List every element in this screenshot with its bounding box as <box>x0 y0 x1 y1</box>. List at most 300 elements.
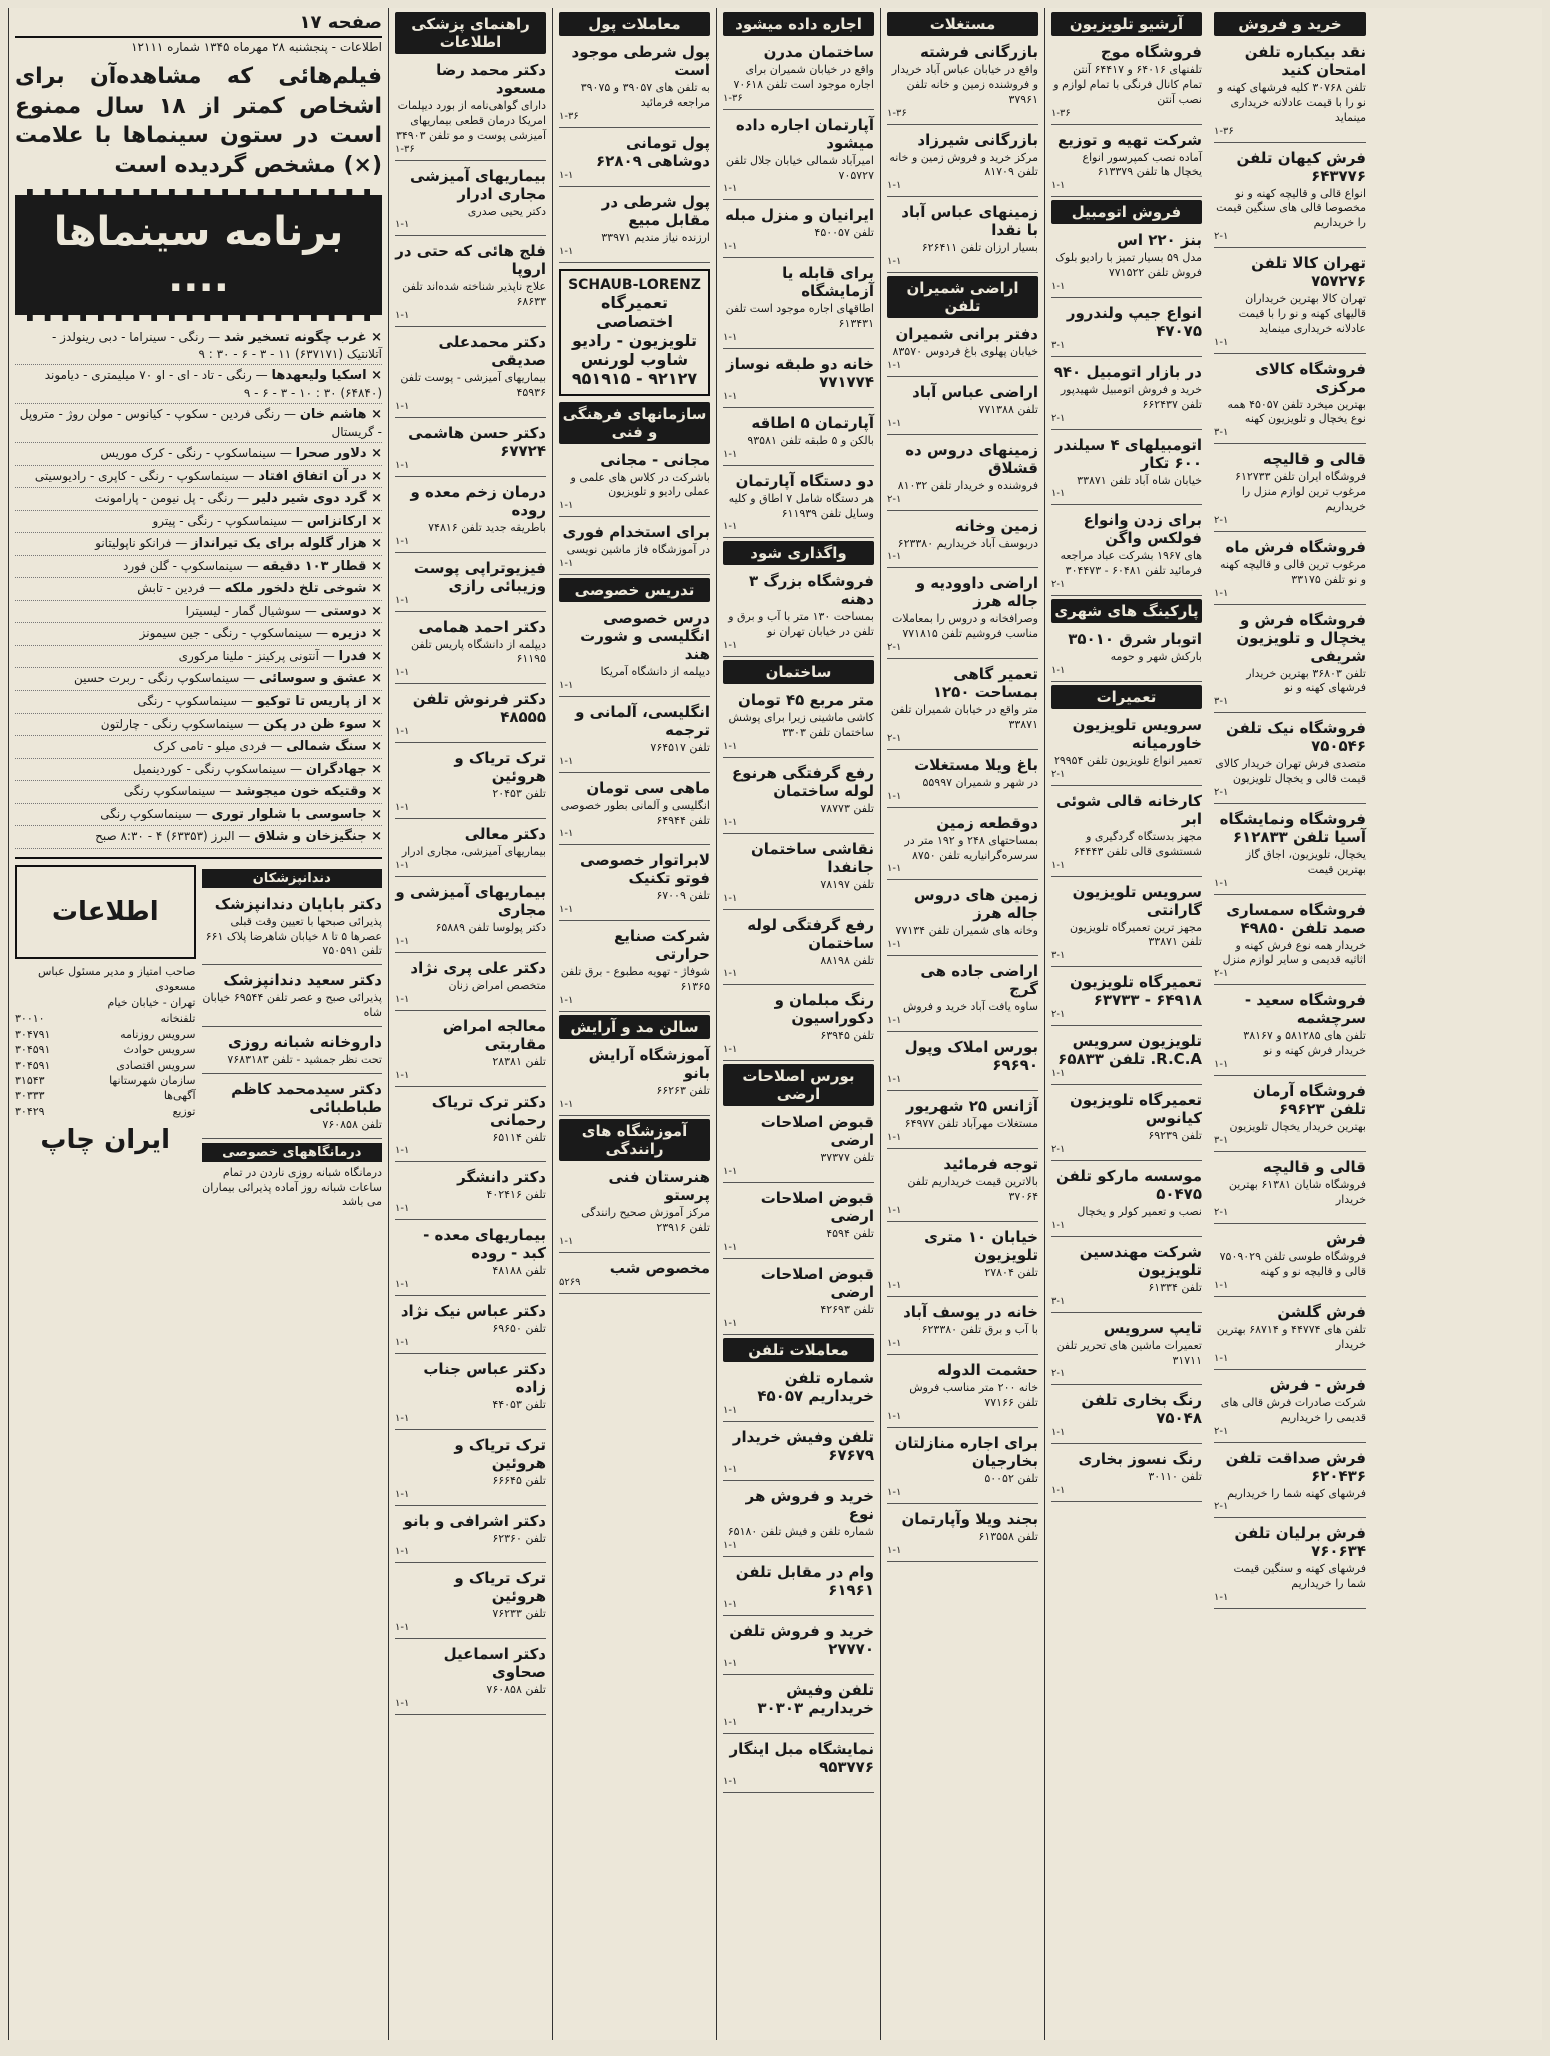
film-detail: — رنگی - سینراما - دبی رینولدز - آتلانتیک (۶۳۷۱۷۱) ۱۱ - ۳ - ۶ - ۳۰ : ۹ <box>51 329 382 362</box>
phone-label: سرویس حوادث <box>123 1043 196 1057</box>
classified-ad <box>1051 1447 1202 1502</box>
ad-phone: ۹۲۱۲۷ - ۹۵۱۹۱۵ <box>571 368 698 388</box>
classified-ad <box>1214 716 1366 804</box>
classified-ad <box>1214 251 1366 354</box>
ad-title: قالی و قالیچه <box>1262 450 1366 469</box>
cinema-banner: برنامه سینماها .... <box>15 189 382 321</box>
ad-code: ۱-۱ <box>723 331 738 343</box>
ad-code: ۱-۱ <box>887 1486 902 1498</box>
ad-body: در شهر و شمیران ۵۵۹۹۷ <box>922 775 1038 789</box>
ad-body: تلفن ۳۰۱۱۰ <box>1148 1470 1202 1484</box>
classified-ad <box>723 1186 874 1259</box>
ad-title: بازرگانی شیرزاد <box>917 130 1038 149</box>
ad-code: ۱-۱ <box>559 904 574 916</box>
classified-ad <box>887 1035 1038 1091</box>
dentist-body: تحت نظر جمشید - تلفن ۷۶۸۳۱۸۳ <box>227 1053 382 1067</box>
ad-body: تلفن ۷۶۴۵۱۷ <box>650 740 710 754</box>
ad-code: ۱-۱ <box>887 1338 902 1350</box>
ad-title: تایپ سرویس <box>1103 1318 1202 1337</box>
ad-code: ۱-۱ <box>1051 1219 1066 1231</box>
classified-ad <box>559 1043 710 1116</box>
page-header <box>15 12 382 38</box>
column-banner: مستغلات <box>887 12 1038 36</box>
ad-code: ۱-۱ <box>887 1015 902 1027</box>
ad-title: بیماریهای معده - کبد - روده <box>423 1226 546 1263</box>
ad-code: ۱-۱ <box>887 1544 902 1556</box>
ad-body: دکتر یحیی صدری <box>467 204 546 218</box>
ad-title: ماهی سی تومان <box>586 778 710 797</box>
ad-title: پول تومانی دوشاهی ۶۲۸۰۹ <box>596 133 710 170</box>
ad-title: نمایشگاه مبل اینگار ۹۵۳۷۷۶ <box>729 1739 874 1776</box>
ad-body: فرشهای کهنه شما را خریداریم <box>1227 1486 1366 1500</box>
ad-body: ارزنده نیاز مندیم ۳۳۹۷۱ <box>601 230 710 244</box>
film-detail: — سینماسکوپ - رنگی - پیترو <box>152 513 307 528</box>
ad-title: اراضی جاده هی گرج <box>920 962 1038 999</box>
classified-ad <box>887 1431 1038 1504</box>
ad-code: ۱-۳۶ <box>1051 107 1071 119</box>
ad-code: ۲-۱ <box>1051 579 1066 591</box>
section-banner: تدریس خصوصی <box>559 578 710 602</box>
ad-title: فروشگاه فرش و یخچال و تلویزیون شریفی <box>1236 610 1366 665</box>
ad-code: ۱-۱ <box>395 400 410 412</box>
ad-title: دکتر محمدعلی صدیقی <box>438 333 546 370</box>
phone-label: توزیع <box>172 1104 196 1118</box>
ad-title: زمین های دروس جاله هرز <box>913 886 1038 923</box>
ad-body: شرکت صادرات فرش قالی های قدیمی را خریداریم <box>1220 1395 1366 1424</box>
ad-title: دکتر عباس نیک نژاد <box>400 1302 546 1321</box>
ad-code: ۱-۱ <box>1051 488 1066 500</box>
column-banner: راهنمای پزشکی اطلاعات <box>395 12 546 54</box>
dentist-body: پذیرائی صبحها با تعیین وقت قبلی عصرها ۵ تا ۸ خیابان شاهرضا پلاک ۶۶۱ تلفن ۷۵۰۵۹۱ <box>205 914 382 958</box>
classified-ad <box>395 746 546 819</box>
ad-body: تلفن ۴۵۹۴ <box>826 1227 874 1241</box>
ad-title: دکتر فرنوش تلفن ۴۸۵۵۵ <box>412 690 546 727</box>
ad-title: فروشگاه ونمایشگاه آسیا تلفن ۶۱۲۸۳۳ <box>1219 809 1366 846</box>
column-banner: معاملات پول <box>559 12 710 36</box>
phone-list <box>15 1011 196 1119</box>
classified-ad <box>723 1366 874 1422</box>
ad-body: تلفن ۲۷۸۰۴ <box>984 1265 1038 1279</box>
ad-code: ۱-۱ <box>395 459 410 471</box>
classified-ad <box>1214 535 1366 605</box>
ad-code: ۱-۱ <box>723 1716 738 1728</box>
ad-title: وام در مقابل تلفن ۶۱۹۶۱ <box>735 1562 874 1599</box>
film-item <box>15 691 382 714</box>
ad-code: ۱-۳۶ <box>559 110 579 122</box>
classified-column-6 <box>388 8 552 2040</box>
ad-title: ایرانیان و منزل مبله <box>725 206 874 225</box>
classified-ad <box>1051 433 1202 506</box>
ad-code: ۱-۱ <box>723 740 738 752</box>
ad-code: ۳-۱ <box>1051 1295 1066 1307</box>
ad-title: فیزیوتراپی پوست وزیبائی رازی <box>413 558 546 595</box>
ad-code: ۱-۱ <box>723 640 738 652</box>
ad-body: شماره تلفن و فیش تلفن ۶۵۱۸۰ <box>727 1524 874 1538</box>
classified-column-4 <box>716 8 880 2040</box>
ad-body: انگلیسی و آلمانی بطور خصوصی تلفن ۶۴۹۴۴ <box>560 798 710 827</box>
ad-title: درس خصوصی انگلیسی و شورت هند <box>580 609 710 664</box>
ad-title: پول شرطی موجود است <box>571 43 710 79</box>
editor-note: صاحب امتیاز و مدیر مسئول عباس مسعودی <box>38 964 196 993</box>
film-detail: — سینماسکوپ رنگی <box>100 806 212 821</box>
ad-code: ۳-۱ <box>1214 1134 1229 1146</box>
classified-ad <box>1214 146 1366 249</box>
ad-code: ۱-۱ <box>1051 1068 1066 1080</box>
ad-body: تلفن ۴۰۲۴۱۶ <box>486 1188 546 1202</box>
ad-title: باغ ویلا مستغلات <box>914 755 1038 774</box>
ad-code: ۱-۱ <box>1051 859 1066 871</box>
ad-body: تلفن ۶۶۶۴۵ <box>492 1473 546 1487</box>
classified-ad <box>1214 1300 1366 1370</box>
ad-code: ۲-۱ <box>1051 1009 1066 1021</box>
masthead-section <box>15 865 196 1210</box>
ad-code: ۱-۱ <box>887 1204 902 1216</box>
ad-title: فروشگاه موج <box>1100 43 1202 61</box>
classified-ad <box>395 421 546 477</box>
film-item <box>15 327 382 366</box>
ad-title: دکتر عباس جناب زاده <box>423 1359 546 1396</box>
ad-body: تلفن ۶۱۳۵۵۸ <box>978 1529 1038 1543</box>
ad-title: تعمیر گاهی بمساحت ۱۲۵۰ <box>932 665 1038 702</box>
ad-body: نصب و تعمیر کولر و یخچال <box>1077 1205 1202 1219</box>
ad-body: خیابان شاه آباد تلفن ۳۳۸۷۱ <box>1077 473 1202 487</box>
classified-ad <box>395 1014 546 1087</box>
classified-ad <box>723 988 874 1061</box>
dentists-banner: دندانپزشکان <box>202 869 383 888</box>
classified-ad <box>559 520 710 575</box>
ad-title: قبوض اصلاحات ارضی <box>760 1113 874 1150</box>
ad-code: ۲-۱ <box>1214 1207 1229 1219</box>
phone-row <box>15 1042 196 1057</box>
section-banner: اراضی شمیران تلفن <box>887 276 1038 318</box>
dentist-ad <box>202 1030 383 1074</box>
classified-ad <box>559 848 710 921</box>
ad-title: دکتر معالی <box>464 825 546 844</box>
ad-body: تلفن ۷۸۱۹۷ <box>820 877 874 891</box>
ad-code: ۱-۱ <box>887 1131 902 1143</box>
masthead-logo: اطلاعات <box>15 865 196 959</box>
ad-code: ۲-۱ <box>1214 1425 1229 1437</box>
ad-title: فرش - فرش <box>1269 1375 1366 1394</box>
ad-code: ۱-۱ <box>559 755 574 767</box>
ad-title: نقد بیکباره تلفن امتحان کنید <box>1244 43 1366 79</box>
ad-title: فروشگاه سعید - سرچشمه <box>1244 991 1366 1028</box>
ad-title: خرید و فروش تلفن ۲۷۷۷۰ <box>729 1621 874 1658</box>
film-item <box>15 623 382 646</box>
classified-ad <box>1051 713 1202 786</box>
film-title: × دلاور صحرا <box>295 445 382 461</box>
phone-label: سازمان شهرستانها <box>109 1073 196 1087</box>
ad-title: برای اجاره منازلتان بخارجیان <box>894 1433 1038 1470</box>
classified-ad <box>723 1678 874 1734</box>
ad-code: ۱-۱ <box>887 1410 902 1422</box>
ad-title: آموزشگاه آرایش بانو <box>588 1045 710 1082</box>
ad-code: ۲-۱ <box>1051 412 1066 424</box>
classified-ad <box>559 190 710 263</box>
ad-body: تلفن ۳۷۳۷۷ <box>820 1151 874 1165</box>
classified-ad <box>1214 40 1366 143</box>
classified-ad <box>723 411 874 466</box>
classified-ad <box>1051 128 1202 198</box>
classified-ad <box>1051 1240 1202 1313</box>
ad-body: تلفن ۶۶۲۶۳ <box>656 1083 710 1097</box>
ad-title: اراضی داوودیه و جاله هرز <box>915 574 1038 611</box>
ad-body: بالکن و ۵ طبقه تلفن ۹۳۵۸۱ <box>747 433 874 447</box>
ad-title: خانه در یوسف آباد <box>903 1303 1038 1322</box>
classified-ad <box>1214 807 1366 895</box>
film-item <box>15 781 382 804</box>
classified-ad <box>559 924 710 1012</box>
classified-ad <box>1214 1521 1366 1609</box>
ad-code: ۱-۱ <box>723 892 738 904</box>
ad-code: ۱-۱ <box>1214 1352 1229 1364</box>
film-detail: — سینماسکوپ - گلن فورد <box>123 558 263 573</box>
ad-body: مجهز ترین تعمیرگاه تلویزیون تلفن ۳۳۸۷۱ <box>1070 920 1202 949</box>
ad-title: فروشگاه سمسارى صمد تلفن ۴۹۸۵۰ <box>1226 900 1366 937</box>
ad-body: خانه ۲۰۰ متر مناسب فروش تلفن ۷۷۱۶۶ <box>909 1381 1038 1410</box>
ad-body: تلفن ۶۷۰۰۹ <box>656 889 710 903</box>
ad-code: ۱-۱ <box>559 1098 574 1110</box>
film-item <box>15 601 382 624</box>
classified-ad <box>887 571 1038 659</box>
ad-body: تلفن ۶۹۶۵۰ <box>492 1322 546 1336</box>
ad-code: ۱-۱ <box>887 551 902 563</box>
film-title: × قطار ۱۰۳ دقیقه <box>262 558 382 574</box>
ad-title: انگلیسی، آلمانی و ترجمه <box>575 702 710 739</box>
ad-body: تلفن ۶۹۲۳۹ <box>1148 1129 1202 1143</box>
ad-code: ۱-۱ <box>395 993 410 1005</box>
ad-code: ۱-۱ <box>1051 1427 1066 1439</box>
dentist-name: دکتر بابایان دندانپزشک <box>214 894 382 913</box>
ad-title: ساختمان مدرن <box>763 43 874 61</box>
classified-ad <box>887 959 1038 1032</box>
ad-code: ۱-۱ <box>395 859 410 871</box>
ad-title: در بازار اتومبیل ۹۴۰ <box>1053 362 1202 381</box>
classified-ad <box>723 913 874 986</box>
ad-body: آماده نصب کمپرسور انواع یخچال ها تلفن ۶۱۳۳۷۹ <box>1082 150 1202 179</box>
film-item <box>15 466 382 489</box>
ad-body: بارکش شهر و حومه <box>1110 650 1202 664</box>
classified-ad <box>887 322 1038 377</box>
ad-body: امیرآباد شمالی خیابان جلال تلفن ۷۰۵۷۲۷ <box>725 153 874 182</box>
classified-ad <box>559 1165 710 1253</box>
ad-code: ۱-۱ <box>395 310 410 322</box>
ad-title: فروشگاه بزرگ ۳ دهنه <box>749 572 874 609</box>
film-item <box>15 759 382 782</box>
classified-ad <box>395 1433 546 1506</box>
ad-code: ۱-۱ <box>723 1775 738 1787</box>
ad-title: دکتر اشرافی و بانو <box>403 1511 546 1530</box>
film-item <box>15 511 382 534</box>
classified-ad <box>887 200 1038 273</box>
ad-title: خانه دو طبقه نوساز ۷۷۱۷۷۴ <box>725 354 874 391</box>
classified-ad <box>723 261 874 349</box>
classified-ad <box>395 480 546 553</box>
classified-column-1 <box>1208 8 1372 2040</box>
ad-code: ۱-۱ <box>723 448 738 460</box>
ad-body: دربوسف آباد خریداریم ۶۲۳۳۸۰ <box>897 536 1038 550</box>
section-banner: واگذاری شود <box>723 541 874 565</box>
ad-title: شرکت مهندسین تلویزیون <box>1079 1242 1202 1279</box>
classified-ad <box>1214 1446 1366 1519</box>
dentist-ad <box>202 1077 383 1139</box>
classified-ad <box>887 811 1038 881</box>
classified-ad <box>559 131 710 187</box>
ad-body: کاشی ماشینی زیرا برای پوشش ساختمان تلفن ۳۳۰۳ <box>728 711 874 739</box>
ad-body: تلفن های ۴۴۷۷۴ و ۶۸۷۱۴ بهترین خریدار <box>1216 1323 1366 1351</box>
section-banner: معاملات تلفن <box>723 1338 874 1362</box>
ad-code: ۱-۱ <box>1214 1280 1229 1292</box>
film-item <box>15 533 382 556</box>
ad-code: ۱-۱ <box>559 169 574 181</box>
ad-code: ۱-۱ <box>723 390 738 402</box>
dentist-body: تلفن ۷۶۰۸۵۸ <box>322 1117 382 1131</box>
ad-body: مجهز بدستگاه گردگیری و شستشوی قالی تلفن ۶۴۴۴۳ <box>1073 829 1202 858</box>
age-warning: فیلم‌هائی که مشاهده‌آن برای اشخاص کمتر از ۱۸ سال ممنوع است در ستون سینماها با علامت (×) مشخص گردیده است <box>15 64 382 179</box>
ad-title: شرکت صنایع حرارتی <box>613 927 710 964</box>
ad-code: ۱-۱ <box>1214 877 1229 889</box>
classified-ad <box>723 1110 874 1183</box>
ad-code: ۱-۱ <box>887 790 902 802</box>
ad-code: ۲-۱ <box>1051 1368 1066 1380</box>
film-item <box>15 668 382 691</box>
ad-code: ۱-۱ <box>559 828 574 840</box>
ad-title: دکتر حسن هاشمی ۶۷۷۲۴ <box>408 423 546 460</box>
classified-ad <box>559 776 710 846</box>
ad-code: ۱-۱ <box>723 1241 738 1253</box>
ad-body: مرکز خرید و فروش زمین و خانه تلفن ۸۱۷۰۹ <box>889 150 1038 179</box>
classified-ad <box>723 1560 874 1616</box>
classified-ad <box>395 1357 546 1430</box>
ad-code: ۲-۱ <box>1214 968 1229 980</box>
ad-body: بیماریهای آمیزشی، مجاری ادرار <box>401 845 546 859</box>
ad-body: علاج ناپذیر شناخته شده‌اند تلفن ۶۸۶۳۳ <box>402 280 546 309</box>
ad-body: فرشهای کهنه و سنگین قیمت شما را خریداریم <box>1233 1562 1366 1591</box>
ad-title: توجه فرمائید <box>943 1154 1038 1173</box>
dateline: اطلاعات - پنجشنبه ۲۸ مهرماه ۱۳۴۵ شماره ۱۲۱۱۱ <box>131 40 382 54</box>
ad-title: زمینهای دروس ده قشلاق <box>905 440 1038 477</box>
ad-body: تلفن ۵۰۰۵۲ <box>984 1471 1038 1485</box>
ad-title: آژانس ۲۵ شهریور <box>905 1097 1038 1116</box>
ad-title: شماره تلفن خریداریم ۴۵۰۵۷ <box>757 1368 874 1405</box>
classified-ad <box>1051 627 1202 682</box>
classified-ad <box>723 1619 874 1675</box>
ad-body: تلفن ۲۰۴۵۳ <box>492 787 546 801</box>
ad-code: ۱-۱ <box>723 1166 738 1178</box>
classified-ad <box>559 448 710 518</box>
film-detail: — البرز (۶۳۳۵۳) ۴ - ۸:۳۰ صبح <box>95 829 255 844</box>
ad-code: ۱-۱ <box>395 726 410 738</box>
film-title: × هزار گلوله برای یک تیرانداز <box>191 536 382 552</box>
ad-code: ۱-۱ <box>1214 587 1229 599</box>
classified-ad <box>395 58 546 161</box>
phone-row <box>15 1027 196 1042</box>
film-title: × فدرا <box>338 648 382 664</box>
phone-number: ۳۰۴۵۹۱ <box>15 1043 51 1057</box>
column-banner: آرشیو تلویزیون <box>1051 12 1202 36</box>
ad-code: ۱-۱ <box>395 1622 410 1634</box>
ad-code: ۱-۱ <box>395 535 410 547</box>
ad-code: ۱-۱ <box>723 1598 738 1610</box>
ad-title: خرید و فروش هر نوع <box>745 1486 874 1523</box>
ad-title: دکتر احمد همامی <box>418 617 546 636</box>
film-item <box>15 826 382 849</box>
classified-ad <box>723 1484 874 1557</box>
classified-ad <box>723 469 874 539</box>
ad-body: تعمیرگاه اختصاصی تلویزیون - رادیو شاوب لورنس <box>572 292 697 369</box>
ad-code: ۱-۱ <box>887 1074 902 1086</box>
ad-code: ۳-۱ <box>1214 427 1229 439</box>
classified-ad <box>887 1225 1038 1298</box>
phone-row <box>15 1104 196 1119</box>
ad-title: لابراتوار خصوصی فوتو تکنیک <box>580 851 710 888</box>
classified-ad <box>1051 880 1202 968</box>
ad-body: وخانه های شمیران تلفن ۷۷۱۳۴ <box>895 924 1038 938</box>
ad-title: تهران کالا تلفن ۷۵۷۲۷۶ <box>1251 254 1366 291</box>
ad-title: نقاشی ساختمان جانفدا <box>750 839 874 876</box>
ad-body: تلفن ۶۲۳۶۰ <box>492 1531 546 1545</box>
ad-code: ۲-۱ <box>887 642 902 654</box>
ad-title: اراضی عباس آباد <box>912 382 1038 401</box>
ad-title: رفع گرفتگی هرنوع لوله ساختمان <box>731 763 874 800</box>
ad-body: خریدار همه نوع فرش کهنه و اثاثیه قدیمی و سایر لوازم منزل <box>1222 938 1366 967</box>
ad-code: ۱-۱ <box>887 256 902 268</box>
ad-title: قالی و قالیچه <box>1262 1157 1366 1176</box>
phone-row <box>15 1011 196 1026</box>
ad-code: ۱-۱ <box>723 816 738 828</box>
classified-ad <box>887 380 1038 435</box>
classified-ad <box>559 40 710 128</box>
classified-ad <box>395 556 546 612</box>
ad-title: زمین وخانه <box>954 516 1038 535</box>
classified-ad <box>887 1152 1038 1222</box>
classified-ad <box>395 1223 546 1296</box>
ad-title: آپارتمان ۵ اطاقه <box>751 413 874 432</box>
film-title: × جهادگران <box>305 761 382 777</box>
ad-title: سرویس تلویزیون خاورمیانه <box>1072 715 1202 752</box>
ad-code: ۱-۱ <box>395 1698 410 1710</box>
ad-code: ۱-۱ <box>1051 664 1066 676</box>
ad-code: ۱-۱ <box>559 500 574 512</box>
classified-ad <box>1051 789 1202 877</box>
ad-title: بیماریهای آمیزشی مجاری ادرار <box>409 166 546 203</box>
ad-body: دارای گواهی‌نامه از بورد دیپلمات امریکا درمان قطعی بیماریهای آمیزشی پوست و مو تلفن ۳۴۹۰۳ <box>395 99 546 142</box>
classified-ad <box>395 687 546 743</box>
ad-code: ۱-۱ <box>723 1539 738 1551</box>
ad-title: برای قابله یا آزمایشگاه <box>782 264 874 301</box>
film-title: × گرد دوی شیر دلیر <box>252 491 382 507</box>
ad-title: آپارتمان اجاره داده میشود <box>735 115 874 152</box>
ad-title: حشمت الدوله <box>937 1361 1038 1380</box>
classified-ad <box>1051 1164 1202 1237</box>
classified-ad <box>1214 357 1366 445</box>
classified-ad <box>723 352 874 408</box>
classified-ad <box>723 113 874 201</box>
ad-code: ۱-۱ <box>395 1279 410 1291</box>
ad-code: ۱-۱ <box>723 241 738 253</box>
ad-body: تلفن ۷۶۰۸۵۸ <box>486 1683 546 1697</box>
ad-code: ۱-۱ <box>559 1235 574 1247</box>
film-detail: — رنگی فردین - سکوپ - کیانوس - مولن روژ - متروپل - گریستال <box>19 407 382 439</box>
column-banner: خرید و فروش <box>1214 12 1366 36</box>
ad-code: ۱-۱ <box>723 1317 738 1329</box>
classified-ad <box>1051 1388 1202 1444</box>
film-detail: — سینماسکوپ - رنگی - کاپری - رادیوسیتی <box>34 468 259 483</box>
ad-title: قبوض اصلاحات ارضی <box>760 1189 874 1226</box>
ad-title: فرش گلشن <box>1277 1303 1366 1322</box>
classified-column-2 <box>1044 8 1208 2040</box>
ad-code: ۲-۱ <box>1214 514 1229 526</box>
